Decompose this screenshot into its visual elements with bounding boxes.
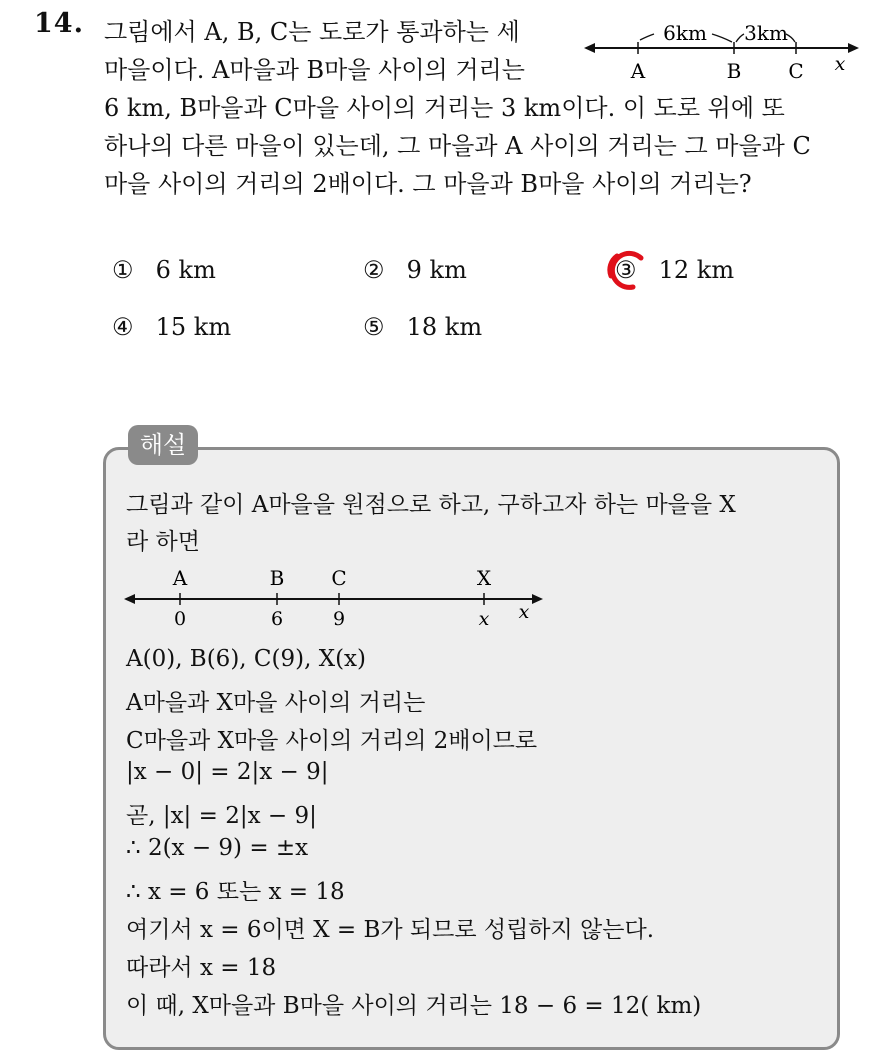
solution-line-3: A(0), B(6), C(9), X(x) (126, 646, 367, 672)
choice-4-mark: ④ (112, 313, 134, 341)
axis-arrow-right-icon (848, 43, 859, 53)
point-x-label: X (476, 566, 492, 590)
solution-line-6: |x − 0| = 2|x − 9| (126, 759, 329, 785)
solution-line-8: ∴ 2(x − 9) = ±x (126, 835, 309, 861)
solution-line-7: 곧, |x| = 2|x − 9| (126, 803, 317, 829)
solution-line-11: 따라서 x = 18 (126, 955, 277, 981)
choice-2-text: 9 km (406, 256, 467, 284)
axis-x-label: x (834, 53, 846, 75)
question-number: 14. (34, 8, 84, 39)
solution-line-12: 이 때, X마을과 B마을 사이의 거리는 18 − 6 = 12( km) (126, 993, 702, 1019)
solution-line-2: 라 하면 (126, 529, 200, 555)
choice-4[interactable] (112, 313, 231, 341)
solution-tag: 해설 (128, 425, 198, 465)
value-a-label: 0 (173, 608, 187, 630)
dist-ab-label: 6km (663, 21, 707, 45)
choice-1-mark: ① (112, 256, 134, 284)
point-a-label: A (630, 59, 646, 80)
question-text-line-1: 그림에서 A, B, C는 도로가 통과하는 세 (104, 18, 520, 46)
axis-arrow-right-icon (532, 594, 543, 604)
choice-1-text: 6 km (155, 256, 216, 284)
axis-arrow-left-icon (124, 594, 135, 604)
point-a-label: A (172, 566, 188, 590)
value-c-label: 9 (332, 608, 346, 630)
point-b-label: B (269, 566, 285, 590)
dist-bc-label: 3km (744, 21, 788, 45)
choice-5-mark: ⑤ (363, 313, 385, 341)
solution-line-4: A마을과 X마을 사이의 거리는 (126, 690, 426, 716)
choice-5-text: 18 km (406, 313, 483, 341)
value-b-label: 6 (270, 608, 284, 630)
choice-2[interactable] (363, 256, 467, 284)
dist-bc-brace-left (736, 34, 744, 42)
axis-arrow-left-icon (584, 43, 595, 53)
axis-x-label: x (518, 601, 530, 623)
point-c-label: C (788, 59, 804, 80)
question-text-line-4: 하나의 다른 마을이 있는데, 그 마을과 A 사이의 거리는 그 마을과 C (104, 132, 811, 160)
choice-3-text: 12 km (658, 256, 735, 284)
point-b-label: B (726, 59, 742, 80)
answer-circle-mark-icon (603, 246, 651, 294)
choice-4-text: 15 km (155, 313, 232, 341)
value-x-label: x (478, 608, 490, 630)
dist-ab-brace-right (712, 34, 732, 42)
question-text-line-5: 마을 사이의 거리의 2배이다. 그 마을과 B마을 사이의 거리는? (104, 170, 752, 198)
solution-line-10: 여기서 x = 6이면 X = B가 되므로 성립하지 않는다. (126, 917, 655, 943)
question-text-line-2: 마을이다. A마을과 B마을 사이의 거리는 (104, 56, 525, 84)
choice-1[interactable] (112, 256, 216, 284)
solution-line-5: C마을과 X마을 사이의 거리의 2배이므로 (126, 728, 538, 754)
choice-2-mark: ② (363, 256, 385, 284)
dist-ab-brace-left (640, 34, 654, 40)
solution-line-9: ∴ x = 6 또는 x = 18 (126, 879, 345, 905)
choice-3-mark: ③ (615, 256, 637, 284)
question-number-line-figure (582, 18, 862, 80)
question-text-line-3: 6 km, B마을과 C마을 사이의 거리는 3 km이다. 이 도로 위에 또 (104, 94, 785, 122)
point-c-label: C (331, 566, 347, 590)
choice-5[interactable] (363, 313, 482, 341)
solution-number-line-figure (122, 562, 552, 632)
solution-line-1: 그림과 같이 A마을을 원점으로 하고, 구하고자 하는 마을을 X (126, 492, 736, 518)
